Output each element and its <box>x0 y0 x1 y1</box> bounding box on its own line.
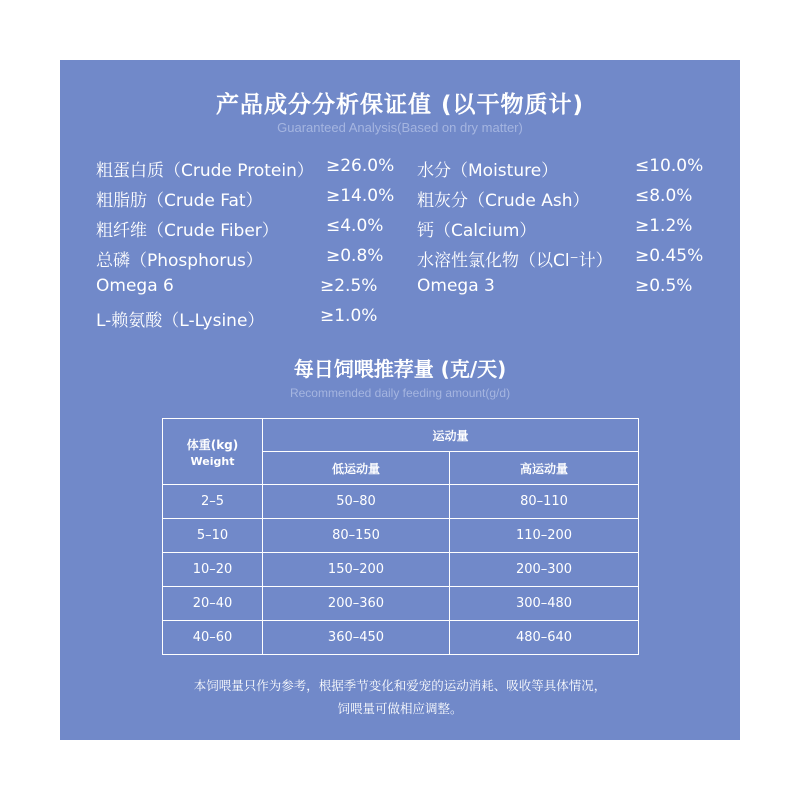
table-row <box>163 621 639 655</box>
high-activity-header: 高运动量 <box>450 452 639 485</box>
nutrient-value: ≥2.5% <box>320 276 378 296</box>
weight-header <box>163 419 263 485</box>
high-cell: 480–640 <box>450 621 639 655</box>
nutrient-value: ≥0.8% <box>326 246 384 266</box>
weight-header-en: Weight <box>190 454 235 468</box>
feeding-note-line2: 饲喂量可做相应调整。 <box>337 701 463 716</box>
activity-header: 运动量 <box>263 419 639 452</box>
nutrient-value: ≥1.2% <box>635 216 693 236</box>
low-cell: 150–200 <box>263 553 450 587</box>
feeding-subtitle: Recommended daily feeding amount(g/d) <box>289 386 511 400</box>
nutrient-name: Omega 6 <box>96 276 174 296</box>
weight-header-cn: 体重(kg) <box>186 437 239 452</box>
nutrient-name: 粗蛋白质（Crude Protein） <box>96 161 314 181</box>
table-row <box>163 519 639 553</box>
low-cell: 80–150 <box>263 519 450 553</box>
nutrient-name: 粗纤维（Crude Fiber） <box>96 221 279 241</box>
high-cell: 110–200 <box>450 519 639 553</box>
nutrient-name: 水分（Moisture） <box>417 161 559 181</box>
nutrient-name: 钙（Calcium） <box>417 221 537 241</box>
nutrient-value: ≥0.45% <box>635 246 704 266</box>
weight-cell: 40–60 <box>163 621 263 655</box>
high-cell: 300–480 <box>450 587 639 621</box>
info-panel <box>60 60 740 740</box>
nutrient-value: ≥1.0% <box>320 306 378 326</box>
weight-cell: 10–20 <box>163 553 263 587</box>
low-cell: 360–450 <box>263 621 450 655</box>
high-cell: 200–300 <box>450 553 639 587</box>
nutrient-name: Omega 3 <box>417 276 495 296</box>
weight-cell: 2–5 <box>163 485 263 519</box>
feeding-note-line1: 本饲喂量只作为参考，根据季节变化和爱宠的运动消耗、吸收等具体情况， <box>193 678 607 693</box>
nutrient-name: 粗脂肪（Crude Fat） <box>96 191 263 211</box>
table-row <box>163 553 639 587</box>
nutrient-value: ≥26.0% <box>326 156 395 176</box>
feeding-table <box>162 418 639 655</box>
feeding-title: 每日饲喂推荐量 (克/天) <box>293 357 507 381</box>
table-row <box>163 485 639 519</box>
table-row <box>163 587 639 621</box>
nutrient-name: 水溶性氯化物（以Cl⁻计） <box>417 251 613 271</box>
nutrient-value: ≥0.5% <box>635 276 693 296</box>
analysis-title: 产品成分分析保证值 (以干物质计) <box>215 92 585 118</box>
nutrient-name: 总磷（Phosphorus） <box>96 251 263 271</box>
nutrient-value: ≤4.0% <box>326 216 384 236</box>
nutrient-value: ≥14.0% <box>326 186 395 206</box>
nutrient-value: ≤8.0% <box>635 186 693 206</box>
nutrient-name: L-赖氨酸（L-Lysine） <box>96 311 265 331</box>
analysis-subtitle: Guaranteed Analysis(Based on dry matter) <box>277 120 523 135</box>
low-activity-header: 低运动量 <box>263 452 450 485</box>
low-cell: 50–80 <box>263 485 450 519</box>
weight-cell: 5–10 <box>163 519 263 553</box>
nutrient-value: ≤10.0% <box>635 156 704 176</box>
feeding-note <box>60 674 740 720</box>
low-cell: 200–360 <box>263 587 450 621</box>
high-cell: 80–110 <box>450 485 639 519</box>
weight-cell: 20–40 <box>163 587 263 621</box>
nutrient-name: 粗灰分（Crude Ash） <box>417 191 590 211</box>
